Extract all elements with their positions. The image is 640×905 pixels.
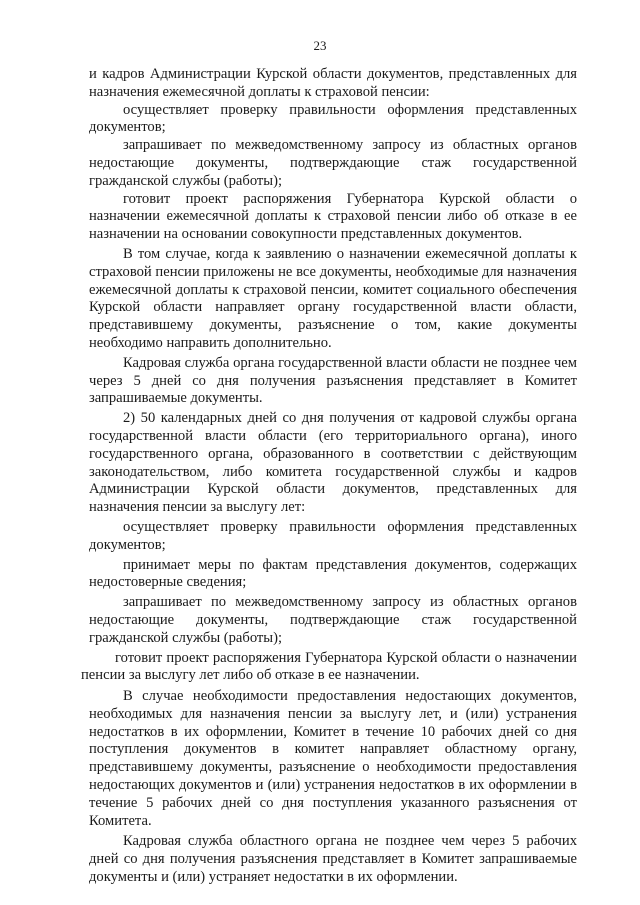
paragraph: принимает меры по фактам представления документов, содержащих недостоверные сведения; [89,556,577,591]
paragraph: Кадровая служба областного органа не позднее чем через 5 рабочих дней со дня получения разъяснения представляет в Комитет запрашиваемые документы и (или) устраняет недостатки в их оформлении. [89,833,577,886]
paragraph: осуществляет проверку правильности оформления представленных документов; [89,518,577,553]
paragraph: готовит проект распоряжения Губернатора Курской области о назначении пенсии за выслугу лет либо об отказе в ее назначении. [81,649,577,684]
document-body [81,66,577,887]
paragraph: готовит проект распоряжения Губернатора Курской области о назначении ежемесячной доплаты к страховой пенсии либо об отказе в ее назначении на основании совокупности представленных документов. [89,190,577,243]
paragraph: Кадровая служба органа государственной власти области не позднее чем через 5 дней со дня получения разъяснения представляет в Комитет запрашиваемые документы. [89,354,577,407]
paragraph: В случае необходимости предоставления недостающих документов, необходимых для назначения пенсии за выслугу лет, и (или) устранения недостатков в их оформлении, Комитет в течение 10 рабочих дней со дня поступления документов в комитет направляет областному органу, представившему документы, разъяснение о необходимости предоставления недостающих документов и (или) устранения недостатков в их оформлении в течение 5 рабочих дней со дня поступления указанного разъяснения от Комитета. [89,688,577,829]
paragraph: 2) 50 календарных дней со дня получения от кадровой службы органа государственной власти области (его территориального органа), иного государственного органа, образованного в соответствии с действующим законодательством, либо комитета государственной службы и кадров Администрации Курской области документов, представленных для назначения пенсии за выслугу лет: [89,410,577,516]
paragraph: запрашивает по межведомственному запросу из областных органов недостающие документы, подтверждающие стаж государственной гражданской службы (работы); [89,594,577,646]
paragraph: запрашивает по межведомственному запросу из областных органов недостающие документы, подтверждающие стаж государственной гражданской службы (работы); [89,137,577,189]
paragraph: В том случае, когда к заявлению о назначении ежемесячной доплаты к страховой пенсии приложены не все документы, необходимые для назначения ежемесячной доплаты к страховой пенсии, комитет социального обеспечения Курской области направляет органу государственной власти области, представившему документы, разъяснение о том, какие документы необходимо направить дополнительно. [89,245,577,351]
paragraph: и кадров Администрации Курской области документов, представленных для назначения ежемесячной доплаты к страховой пенсии: [89,66,577,100]
paragraph: осуществляет проверку правильности оформления представленных документов; [89,101,577,136]
page-number: 23 [313,38,327,53]
